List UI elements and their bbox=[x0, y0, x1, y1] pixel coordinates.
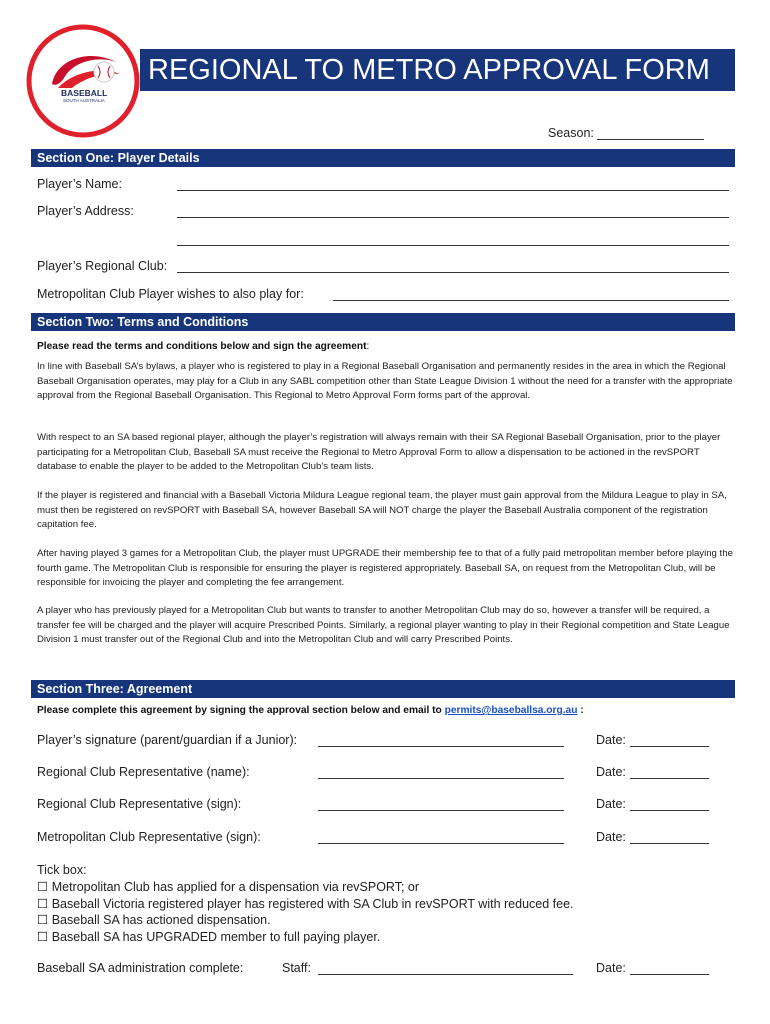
metro-club-label: Metropolitan Club Player wishes to also play for: bbox=[37, 287, 304, 301]
tick-item-label: Baseball Victoria registered player has registered with SA Club in revSPORT with reduced fee. bbox=[51, 897, 574, 911]
admin-complete-label: Baseball SA administration complete: bbox=[37, 961, 244, 975]
tick-item-upgraded[interactable] bbox=[37, 929, 380, 944]
regional-rep-name-field[interactable] bbox=[318, 778, 564, 779]
player-address-field-2[interactable] bbox=[177, 245, 729, 246]
regional-rep-name-label: Regional Club Representative (name): bbox=[37, 765, 250, 779]
regional-rep-name-date-label: Date: bbox=[596, 765, 626, 779]
admin-date-label: Date: bbox=[596, 961, 626, 975]
terms-intro-colon: : bbox=[366, 341, 370, 352]
staff-field[interactable] bbox=[318, 974, 573, 975]
player-name-label: Player’s Name: bbox=[37, 177, 122, 191]
player-signature-date-field[interactable] bbox=[630, 746, 709, 747]
tick-box-label: Tick box: bbox=[37, 863, 87, 877]
checkbox-icon[interactable]: ☐ bbox=[37, 930, 49, 944]
player-address-field-1[interactable] bbox=[177, 217, 729, 218]
page-title: REGIONAL TO METRO APPROVAL FORM bbox=[140, 49, 735, 91]
metro-rep-sign-field[interactable] bbox=[318, 843, 564, 844]
metro-rep-sign-date-label: Date: bbox=[596, 830, 626, 844]
player-address-label: Player’s Address: bbox=[37, 204, 134, 218]
player-signature-date-label: Date: bbox=[596, 733, 626, 747]
section-one-heading: Section One: Player Details bbox=[31, 149, 735, 167]
season-field[interactable] bbox=[597, 139, 704, 140]
regional-rep-sign-label: Regional Club Representative (sign): bbox=[37, 797, 242, 811]
metro-club-field[interactable] bbox=[333, 300, 729, 301]
terms-paragraph-2: With respect to an SA based regional player, although the player’s registration will always remain with their SA Regional Baseball Organisation, prior to the player participating for a Metropolitan Club, Baseball SA must receive the Regional to Metro Approval Form to allow a dispensation to be actioned in the revSPORT database to enable the player to be added to the Metropolitan Club’s team lists. bbox=[37, 432, 721, 472]
regional-club-label: Player’s Regional Club: bbox=[37, 259, 168, 273]
player-name-field[interactable] bbox=[177, 190, 729, 191]
tick-item-dispensation-applied[interactable] bbox=[37, 879, 419, 894]
logo-subtext: SOUTH AUSTRALIA bbox=[63, 98, 105, 103]
regional-rep-sign-field[interactable] bbox=[318, 810, 564, 811]
agreement-intro-colon: : bbox=[580, 705, 584, 716]
checkbox-icon[interactable]: ☐ bbox=[37, 897, 49, 911]
metro-rep-sign-label: Metropolitan Club Representative (sign): bbox=[37, 830, 261, 844]
tick-item-label: Baseball SA has actioned dispensation. bbox=[51, 913, 271, 927]
checkbox-icon[interactable]: ☐ bbox=[37, 913, 49, 927]
section-three-heading: Section Three: Agreement bbox=[31, 680, 735, 698]
tick-item-label: Baseball SA has UPGRADED member to full paying player. bbox=[51, 930, 381, 944]
tick-item-victoria-registered[interactable] bbox=[37, 896, 574, 911]
player-signature-label: Player’s signature (parent/guardian if a Junior): bbox=[37, 733, 298, 747]
staff-label: Staff: bbox=[282, 961, 311, 975]
tick-item-label: Metropolitan Club has applied for a dispensation via revSPORT; or bbox=[51, 880, 420, 894]
section-two-heading: Section Two: Terms and Conditions bbox=[31, 313, 735, 331]
terms-paragraph-3: If the player is registered and financial with a Baseball Victoria Mildura League regional team, the player must gain approval from the Mildura League to play in SA, must then be registered on revSPORT with Baseball SA, however Baseball SA will NOT charge the player the Baseball Australia component of the registration capitation fee. bbox=[37, 490, 727, 530]
agreement-intro bbox=[37, 705, 584, 716]
logo-text: BASEBALL bbox=[61, 88, 108, 98]
terms-paragraph-1: In line with Baseball SA’s bylaws, a player who is registered to play in a Regional Baseball Organisation and permanently resides in the area in which the Regional Baseball Organisation operates, may play for a Club in any SABL competition other than State League Division 1 without the need for a transfer with the appropriate approval from the Regional Baseball Organisation. This Regional to Metro Approval Form forms part of the approval. bbox=[37, 361, 733, 401]
tick-item-dispensation-actioned[interactable] bbox=[37, 912, 271, 927]
agreement-intro-text: Please complete this agreement by signing the approval section below and email to bbox=[37, 705, 442, 716]
regional-rep-sign-date-label: Date: bbox=[596, 797, 626, 811]
regional-rep-sign-date-field[interactable] bbox=[630, 810, 709, 811]
season-label: Season: bbox=[548, 126, 594, 140]
email-link[interactable]: permits@baseballsa.org.au bbox=[444, 705, 578, 716]
terms-intro-text: Please read the terms and conditions below and sign the agreement bbox=[37, 341, 367, 352]
player-signature-field[interactable] bbox=[318, 746, 564, 747]
regional-club-field[interactable] bbox=[177, 272, 729, 273]
admin-date-field[interactable] bbox=[630, 974, 709, 975]
checkbox-icon[interactable]: ☐ bbox=[37, 880, 49, 894]
metro-rep-sign-date-field[interactable] bbox=[630, 843, 709, 844]
terms-paragraph-4: After having played 3 games for a Metropolitan Club, the player must UPGRADE their membership fee to that of a fully paid metropolitan member before playing the fourth game. The Metropolitan Club is responsible for ensuring the player is registered appropriately. Baseball SA, on request from the Metropolitan Club, will be responsible for invoicing the player and completing the fee arrangement. bbox=[37, 548, 733, 588]
terms-intro bbox=[37, 341, 369, 352]
terms-paragraph-5: A player who has previously played for a Metropolitan Club but wants to transfer to another Metropolitan Club may do so, however a transfer will be required, a transfer fee will be charged and the player will acquire Prescribed Points. Similarly, a regional player wanting to play in their Regional competition and State League Division 1 must transfer out of the Regional Club and into the Metropolitan Club and will carry Prescribed Points. bbox=[37, 605, 730, 645]
baseball-sa-logo bbox=[24, 22, 142, 140]
regional-rep-name-date-field[interactable] bbox=[630, 778, 709, 779]
